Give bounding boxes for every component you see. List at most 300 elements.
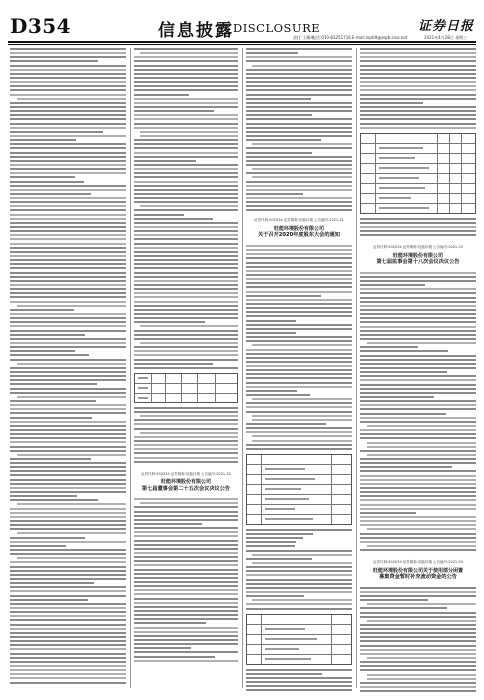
text-line [10,462,126,464]
text-line [360,504,476,506]
text-line [246,295,321,297]
masthead-rule [8,41,476,43]
text-line [360,56,476,58]
text-line [17,396,126,398]
notice-heading: 证券代码:002034 证券简称:旺能环境 公告编号:2021-34 旺能环境股份有限公司关于使用部分闲置 募集资金暂时补充流动资金的公告 [360,559,476,581]
text-line [252,599,352,601]
text-line [252,554,352,556]
text-line [360,98,476,100]
text-line [10,495,77,497]
text-line [10,73,126,75]
text-line [246,185,352,187]
text-line [246,85,352,87]
text-line [360,355,476,357]
text-line [134,185,238,187]
text-line [134,440,238,442]
text-line [246,427,352,429]
text-line [10,276,126,278]
text-line [252,562,352,564]
text-line [134,523,202,525]
text-line [360,520,476,522]
text-line [10,69,126,71]
text-line [10,446,126,448]
text-line [360,661,476,663]
text-line [246,56,352,58]
text-line [246,245,352,247]
text-line [140,432,238,434]
text-line [10,160,126,162]
text-line [246,579,352,581]
page-number: D354 [10,14,72,38]
text-line [134,255,238,257]
text-line [246,106,352,108]
text-line [360,653,476,655]
text-line [246,541,296,543]
text-line [134,602,238,604]
text-line [252,65,352,67]
text-line [10,375,126,377]
text-line [134,564,238,566]
text-line [10,189,126,191]
text-line [134,573,238,575]
text-line [134,272,238,274]
notice-heading: 证券代码:002034 证券简称:旺能环境 公告编号:2021-33 旺能环境股份有限公司 第七届监事会第十八次会议决议公告 [360,244,476,266]
text-line [134,581,238,583]
text-line [360,450,476,452]
text-line [10,172,126,174]
text-line [360,77,476,79]
text-line [10,81,126,83]
text-line [10,433,126,435]
text-line [252,176,352,178]
text-line [360,218,476,220]
text-line [17,98,126,100]
text-line [246,361,352,363]
text-line [10,441,126,443]
text-line [360,417,476,419]
text-line [360,524,476,526]
newspaper-logo: 证券日报 [418,19,475,34]
text-line [360,359,476,361]
text-line [10,359,126,361]
text-line [246,608,352,610]
text-line [367,528,476,530]
text-line [134,593,238,595]
text-line [10,682,126,684]
text-line [246,307,352,309]
text-line [360,375,476,377]
text-line [10,185,126,187]
text-line [360,60,476,62]
text-line [10,611,126,613]
text-line [246,570,352,572]
text-line [134,292,238,294]
text-line [10,574,126,576]
text-line [246,583,352,585]
text-line [17,305,126,307]
text-line [360,612,476,614]
text-line [360,396,434,398]
text-line [360,640,476,642]
text-line [367,674,476,676]
text-line [360,479,476,481]
notice-title: 关于召开2020年度股东大会的通知 [258,232,340,239]
text-line [246,431,352,433]
text-line [360,388,476,390]
text-line [134,197,238,199]
text-line [134,598,238,600]
text-line [134,102,238,104]
text-line [246,131,352,133]
voting-table [360,133,476,214]
text-line [10,89,126,91]
text-line [10,408,126,410]
text-line [10,392,126,394]
text-line [134,156,238,158]
text-line [10,325,126,327]
text-line [246,349,352,351]
text-line [10,470,126,472]
column-divider [356,48,357,688]
text-line [246,386,352,388]
text-line [134,569,238,571]
text-line [246,77,352,79]
text-line [134,606,238,608]
text-line [246,677,352,679]
text-line [252,168,352,170]
text-line [134,411,238,413]
text-line [134,143,238,145]
section-title: 信息披露 [158,21,234,41]
text-line [246,357,352,359]
text-line [140,205,238,207]
text-line [134,589,238,591]
text-line [10,520,126,522]
text-line [134,511,238,513]
text-line [134,452,238,454]
text-line [360,491,476,493]
text-line [360,292,476,294]
proposal-table [246,454,352,525]
text-line [360,591,476,593]
text-line [134,552,238,554]
text-line [360,346,418,348]
text-line [134,160,196,162]
text-line [246,114,312,116]
text-line [134,222,238,224]
text-line [10,176,75,178]
text-line [10,338,126,340]
text-line [134,321,205,323]
text-line [134,114,238,116]
text-line [10,330,126,332]
text-line [246,685,352,687]
text-line [134,540,238,542]
text-line [252,398,352,400]
text-line [10,263,126,265]
text-line [10,288,126,290]
text-line [360,595,476,597]
text-line [360,413,446,415]
text-line [246,262,352,264]
text-line [134,234,238,236]
text-line [360,313,476,315]
text-line [360,48,476,50]
text-line [246,139,321,141]
text-line [10,317,126,319]
text-line [246,537,303,539]
text-line [10,247,126,249]
text-line [134,267,238,269]
text-line [134,346,238,348]
text-line [246,689,352,691]
text-line [246,303,352,305]
text-line [10,487,126,489]
text-line [360,234,476,236]
text-line [246,406,352,408]
text-line [134,284,238,286]
text-line [140,342,238,344]
text-line [140,135,238,137]
text-line [360,512,416,514]
text-line [246,550,352,552]
text-line [10,541,126,543]
text-line [134,77,238,79]
text-line [17,454,126,456]
text-line [134,656,215,658]
text-line [360,483,476,485]
text-line [10,657,126,659]
text-line [360,65,476,67]
text-line [134,407,238,409]
text-line [10,234,126,236]
text-line [134,305,238,307]
text-line [10,417,92,419]
text-line [367,425,476,427]
text-line [360,408,476,410]
text-line [367,545,476,547]
masthead-rule-thin [8,44,476,45]
text-line [134,243,238,245]
text-line [360,487,476,489]
text-line [134,457,238,459]
text-line [17,557,126,559]
notice-company: 旺能环境股份有限公司 [392,252,443,259]
text-line [246,48,352,50]
text-line [134,367,238,369]
text-line [246,94,352,96]
text-line [134,276,238,278]
text-line [246,266,352,268]
text-line [10,272,126,274]
text-line [134,535,238,537]
text-line [10,48,126,50]
text-line [246,382,352,384]
text-line [134,423,238,425]
text-line [10,123,126,125]
text-line [246,270,352,272]
text-line [134,110,214,112]
text-line [10,429,126,431]
text-line [134,614,238,616]
text-line [10,259,126,261]
text-line [367,603,476,605]
text-line [360,624,476,626]
text-line [10,516,126,518]
text-line [246,193,303,195]
text-line [134,73,238,75]
text-line [10,590,126,592]
text-line [134,89,238,91]
text-line [140,131,238,133]
notice-company: 旺能环境股份有限公司关于使用部分闲置 [372,567,463,574]
text-line [10,466,126,468]
notice-heading: 证券代码:002034 证券简称:旺能环境 公告编号:2021-31 旺能环境股份有限公司 关于召开2020年度股东大会的通知 [246,217,352,239]
text-line [10,181,84,183]
text-line [10,673,126,675]
text-line [134,556,238,558]
text-line [10,346,126,348]
text-line [360,384,476,386]
text-line [10,537,85,539]
text-line [10,301,126,303]
text-line [246,311,352,313]
text-column-3 [246,48,352,692]
text-line [134,647,191,649]
text-line [246,545,295,547]
text-line [360,85,476,87]
text-line [246,299,352,301]
text-line [134,238,238,240]
text-line [360,466,452,468]
text-line [246,336,352,338]
notice-company: 旺能环境股份有限公司 [273,225,324,232]
text-line [10,218,126,220]
text-line [360,549,476,551]
text-line [10,607,126,609]
text-line [360,599,428,601]
text-line [246,411,352,413]
text-line [10,309,74,311]
text-line [134,313,238,315]
text-line [246,328,352,330]
text-line [246,209,352,211]
text-line [360,429,476,431]
text-line [10,644,126,646]
text-line [246,127,352,129]
text-line [10,164,126,166]
text-line [10,648,126,650]
text-line [134,350,238,352]
editor-line: 责任 王璐瑶 [293,35,315,40]
text-line [360,404,476,406]
text-line [10,342,126,344]
text-line [10,553,126,555]
text-line [360,470,476,472]
text-line [134,98,238,100]
text-line [10,284,126,286]
text-line [134,56,238,58]
text-line [246,448,352,450]
text-line [134,214,184,216]
text-line [10,624,126,626]
text-line [10,296,126,298]
text-line [246,365,352,367]
text-line [360,52,476,54]
text-line [360,367,476,369]
text-line [246,189,352,191]
text-line [360,330,476,332]
text-line [10,404,126,406]
text-line [10,354,89,356]
text-line [10,474,126,476]
text-line [246,423,326,425]
text-line [246,205,352,207]
text-line [10,421,126,423]
text-line [360,628,476,630]
text-line [246,369,352,371]
notice-title: 募集资金暂时补充流动资金的公告 [379,574,457,581]
text-line [367,454,476,456]
text-line [10,334,85,336]
text-line [246,164,352,166]
text-line [360,123,476,125]
text-line [246,340,352,342]
text-line [360,537,476,539]
text-line [10,255,126,257]
text-line [246,595,304,597]
text-line [10,400,96,402]
text-line [360,326,476,328]
text-line [140,52,238,54]
text-line [134,81,238,83]
text-line [246,320,296,322]
text-line [10,640,126,642]
text-line [246,353,352,355]
text-line [134,330,238,332]
text-line [10,110,126,112]
text-line [134,631,238,633]
text-line [10,147,126,149]
text-line [10,499,98,501]
text-line [360,89,476,91]
text-line [134,296,238,298]
text-line [360,475,476,477]
text-line [360,305,476,307]
contact-line: 电话:010-83251716 E-mail:zqrb9@zqrb.sina.net [312,35,408,40]
text-line [246,390,297,392]
text-line [246,394,310,396]
text-line [10,566,126,568]
text-line [367,657,476,659]
text-line [134,85,238,87]
text-line [134,531,238,533]
text-line [134,230,238,232]
text-line [134,334,238,336]
text-line [10,512,126,514]
text-line [134,201,238,203]
text-line [360,541,476,543]
text-line [140,325,238,327]
text-line [134,548,238,550]
text-line [10,230,126,232]
text-line [246,402,352,404]
text-line [360,110,476,112]
text-line [360,363,476,365]
text-line [10,94,126,96]
text-line [246,377,352,379]
text-line [246,669,352,671]
